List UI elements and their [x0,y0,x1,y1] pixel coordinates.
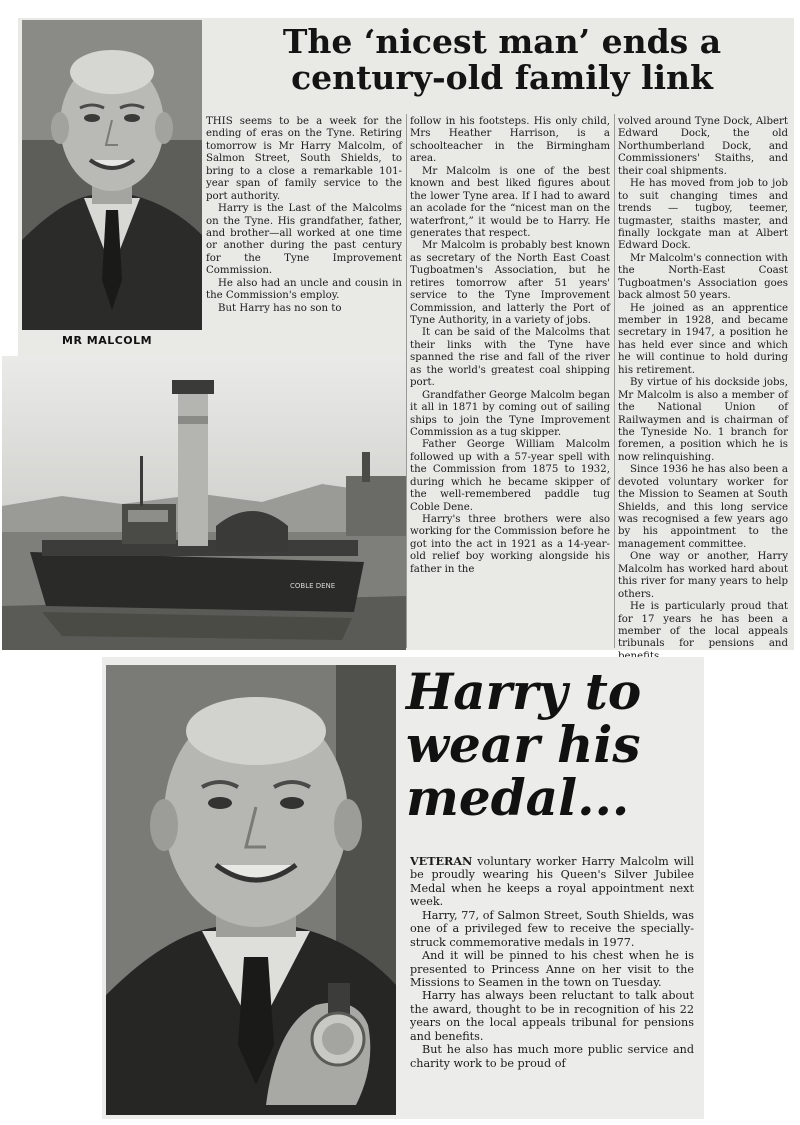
lead-text: voluntary worker Harry Malcolm will be proudly wearing his Queen's Silver Jubilee Medal when he keeps a royal appointment next week. [410,855,695,909]
newspaper-clipping-retirement [18,18,794,650]
column-divider [406,114,407,648]
article-paragraph: Grandfather George Malcolm began it all in 1871 by coming out of sailing ships to join the Tyne Improvement Commission as a tug skipper. [410,389,610,438]
article-paragraph: One way or another, Harry Malcolm has worked hard about this river for many years to help others. [618,551,788,600]
article-paragraph [410,855,694,909]
headline-line-2: wear his [406,715,641,774]
medal-portrait-illustration [106,665,396,1115]
article-column-1 [206,116,402,352]
article-paragraph: Mr Malcolm is probably best known as secretary of the North East Coast Tugboatmen's Association, but he retires tomorrow after 51 years' service to the Tyne Improvement Commission, and latterly the Port of Tyne Authority, in a variety of jobs. [410,240,610,326]
article-paragraph: And it will be pinned to his chest when he is presented to Princess Anne on her visit to the Missions to Seamen in the town on Tuesday. [410,949,694,989]
medal-article-body [410,855,694,1117]
article-paragraph: volved around Tyne Dock, Albert Edward Dock, the old Northumberland Dock, and Commissioners' Staiths, and their coal shipments. [618,116,788,177]
article-paragraph: Since 1936 he has also been a devoted voluntary worker for the Mission to Seamen at South Shields, and this long service was recognised a few years ago by his appointment to the management committee. [618,464,788,550]
article-paragraph: Father George William Malcolm followed up with a 57-year spell with the Commission from 1875 to 1932, during which he became skipper of the well-remembered paddle tug Coble Dene. [410,439,610,513]
article-column-2 [410,116,610,648]
newspaper-clipping-medal [102,657,704,1119]
article-column-3 [618,116,788,648]
article-paragraph: He joined as an apprentice member in 1928, and became secretary in 1947, a position he has held ever since and which he will continue to hold during his retirement. [618,302,788,376]
portrait-photo-harry-with-medal [106,665,396,1115]
article-paragraph: By virtue of his dockside jobs, Mr Malcolm is also a member of the National Union of Railwaymen and is chairman of the Tyneside No. 1 branch for foremen, a position which he is now relinquishing. [618,377,788,463]
boat-name-label: COBLE DENE [290,582,336,590]
article-paragraph: It can be said of the Malcolms that their links with the Tyne have spanned the rise and fall of the river as the world's greatest coal shipping port. [410,327,610,389]
headline-line-1: The ‘nicest man’ ends a [282,22,722,61]
column-divider [614,114,615,648]
article-paragraph: But he also has much more public service and charity work to be proud of [410,1043,694,1070]
tugboat-photo [2,356,406,650]
article-paragraph: He is particularly proud that for 17 years he has been a member of the local appeals tribunals for pensions and [618,601,788,650]
article-paragraph: Harry is the Last of the Malcolms on the Tyne. His grandfather, father, and brother—all worked at one time or another during the past century for the Tyne Improvement Commission. [206,203,402,277]
headline-harry-medal [406,662,696,827]
portrait-photo-mr-malcolm [22,20,202,330]
article-paragraph: He has moved from job to job to suit changing times and trends — tugboy, teemer, tugmaster, staiths master, and finally lockgate man at Albert Edward Dock. [618,178,788,252]
article-paragraph: But Harry has no son to [218,302,342,314]
portrait-illustration [22,20,202,330]
article-paragraph: Harry has always been reluctant to talk about the award, thought to be in recognition of his 22 years on the local appeals tribunal for pensions and benefits. [410,989,694,1043]
article-paragraph: Harry's three brothers were also working for the Commission before he got into the act in 1921 as a 14-year-old relief boy working alongside his father in the [410,514,610,575]
article-paragraph: Harry, 77, of Salmon Street, South Shields, was one of a privileged few to receive the specially-struck commemorative medals in 1977. [410,908,694,949]
article-paragraph: He also had an uncle and cousin in the Commission's employ. [206,277,402,302]
lead-word: VETERAN [410,854,473,868]
portrait-caption: MR MALCOLM [62,334,153,347]
article-paragraph: follow in his footsteps. His only child, Mrs Heather Harrison, is a schoolteacher in the Birmingham area. [410,116,610,165]
article-paragraph: Mr Malcolm is one of the best known and best liked figures about the lower Tyne area. If I had to award an acolade for the “nicest man on the waterfront,” it would be to Harry. He generates that respect. [410,165,610,239]
headline-line-1: Harry to [406,662,642,721]
article-paragraph: Mr Malcolm's connection with the North-East Coast Tugboatmen's Association goes back almost 50 years. [618,252,788,302]
headline-nicest-man [214,24,790,95]
article-paragraph: THIS seems to be a week for the ending of eras on the Tyne. Retiring tomorrow is Mr Harry Malcolm, of Salmon Street, South Shields, to bring to a close a remarkable 101-year span of family service to the port authority. [206,116,402,202]
headline-line-3: medal... [406,768,630,827]
headline-line-2: century-old family link [291,57,713,97]
tugboat-illustration [2,356,406,650]
